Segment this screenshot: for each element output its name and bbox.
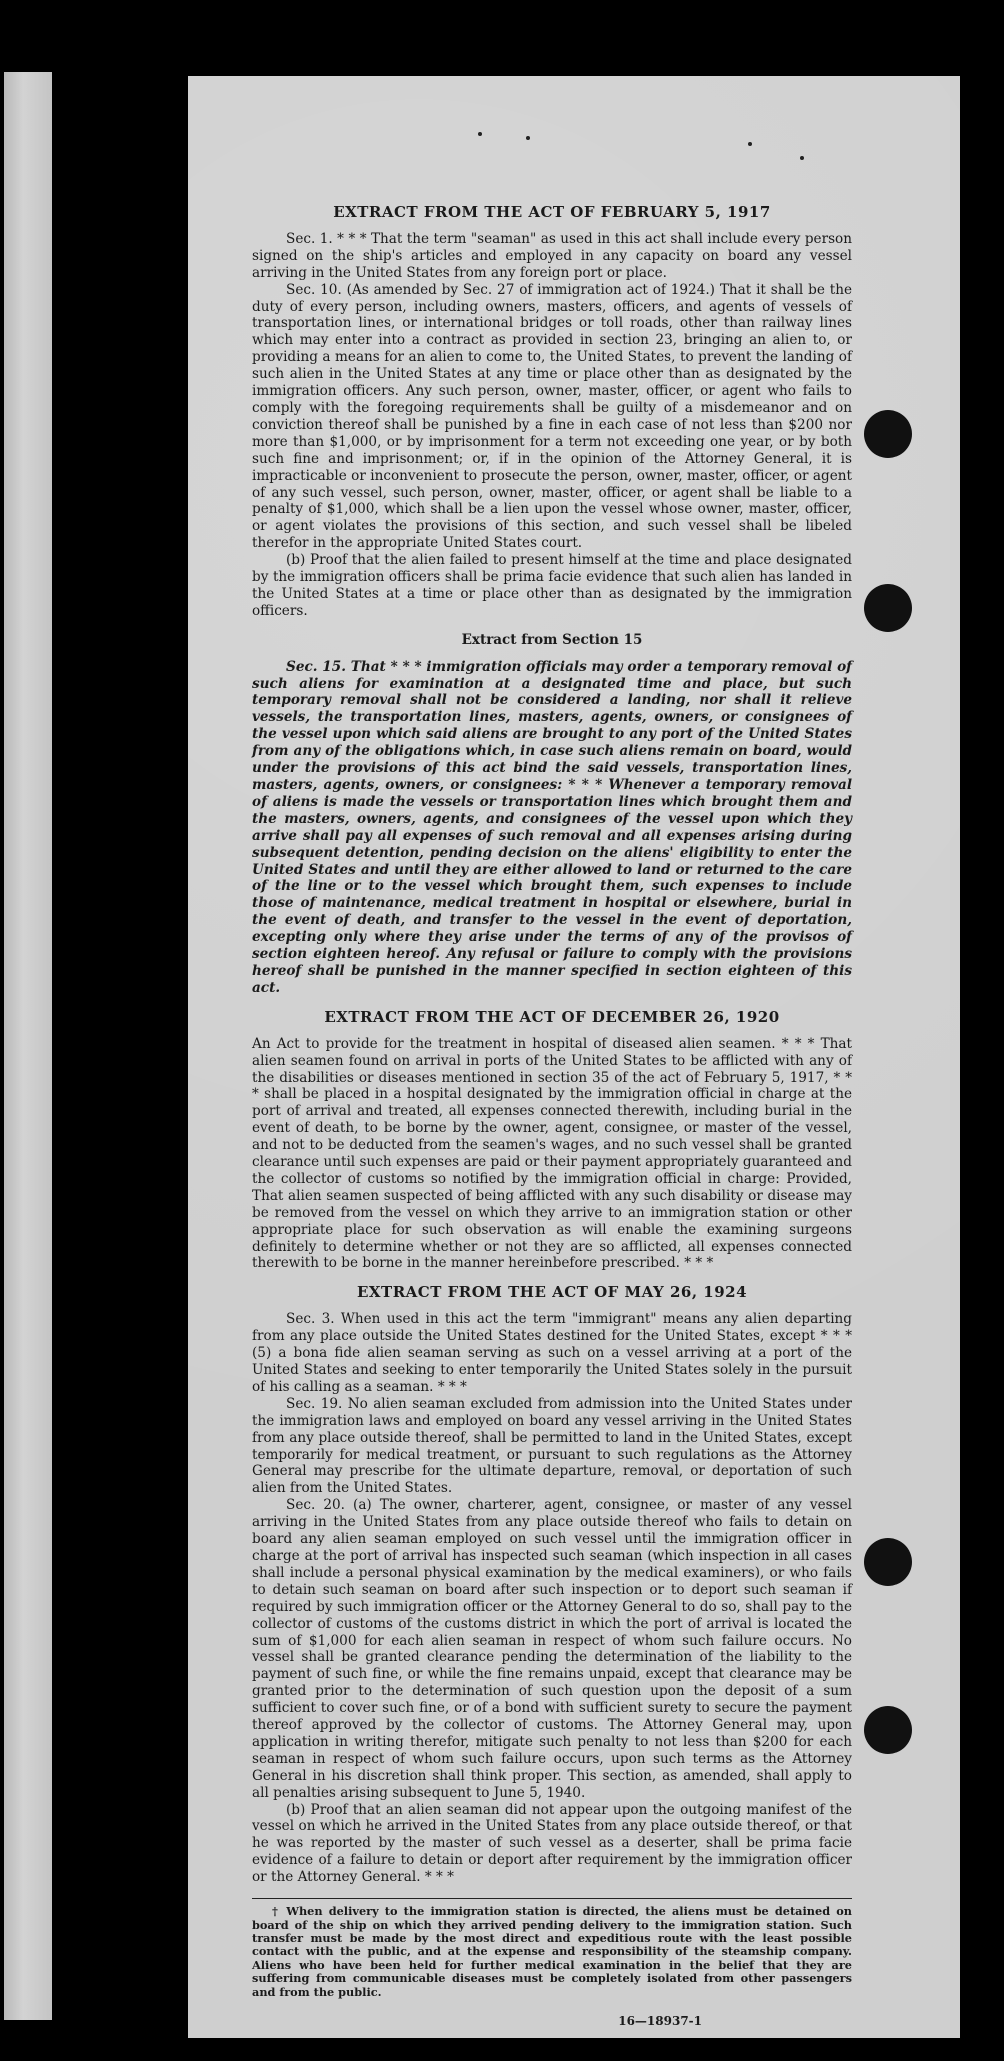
heading-act-1924: EXTRACT FROM THE ACT OF MAY 26, 1924 [356, 1283, 748, 1302]
speck [800, 156, 804, 160]
left-film-strip [4, 72, 52, 2020]
form-number: 16—18937-1 [618, 2013, 702, 2028]
document-body [252, 192, 852, 2030]
section-1: Sec. 1. * * * That the term "seaman" as used in this act shall include every person signed on the ship's articles and employed in any capacity on board any vessel arriving in the United States from any foreign port or place. [252, 230, 852, 281]
speck [478, 132, 482, 136]
footnote [252, 1905, 852, 1999]
footnote-text: † When delivery to the immigration station is directed, the aliens must be detained on board of the ship on which they arrived pending delivery to the immigration station. Such transfer must be made by the most direct and expeditious route with the least possible contact with the public, and at the expense and responsibility of the steamship company. Aliens who have been held for further medical examination in the belief that they are suffering from communicable diseases must be completely isolated from other passengers and from the public. [252, 1904, 852, 1999]
section-20b: (b) Proof that an alien seaman did not appear upon the outgoing manifest of the vessel on which he arrived in the United States from any place outside thereof, or that he was reported by the master of such vessel as a deserter, shall be prima facie evidence of a failure to detain or deport after requirement by the immigration officer or the Attorney General. * * * [252, 1801, 852, 1886]
punch-hole [864, 584, 912, 632]
section-19: Sec. 19. No alien seaman excluded from admission into the United States under the immigration laws and employed on board any vessel arriving in the United States from any place outside thereof, shall be permitted to land in the United States, except temporarily for medical treatment, or pursuant to such regulations as the Attorney General may prescribe for the ultimate departure, removal, or deportation of such alien from the United States. [252, 1395, 852, 1497]
section-3: Sec. 3. When used in this act the term "immigrant" means any alien departing from any place outside the United States destined for the United States, except * * * (5) a bona fide alien seaman serving as such on a vessel arriving at a port of the United States and seeking to enter temporarily the United States solely in the pursuit of his calling as a seaman. * * * [252, 1311, 852, 1395]
section-15: Sec. 15. That * * * immigration officials may order a temporary removal of such aliens for examination at a designated time and place, but such temporary removal shall not be considered a landing, nor shall it relieve vessels, the transportation lines, masters, agents, owners, or consignees of the vessel upon which said aliens are brought to any port of the United States from any of the obligations which, in case such aliens remain on board, would under the provisions of this act bind the said vessels, transportation lines, masters, agents, owners, or consignees: * * * Whenever a temporary removal of aliens is made the vessels or transportation lines which brought them and the masters, owners, agents, and consignees of the vessel upon which they arrive shall pay all expenses of such removal and all expenses arising during subsequent detention, pending decision on the aliens' eligibility to enter the United States and until they are either allowed to land or returned to the care of the line or to the vessel which brought them, such expenses to include those of maintenance, medical treatment in hospital or elsewhere, burial in the event of death, and transfer to the vessel in the event of deportation, excepting only where they arise under the terms of any of the provisos of section eighteen hereof. Any refusal or failure to comply with the provisions hereof shall be punished in the manner specified in section eighteen of this act. [252, 658, 852, 996]
punch-hole [864, 1706, 912, 1754]
subheading-section-15: Extract from Section 15 [461, 631, 643, 648]
punch-hole [864, 410, 912, 458]
heading-act-1917: EXTRACT FROM THE ACT OF FEBRUARY 5, 1917 [333, 203, 771, 221]
section-10b: (b) Proof that the alien failed to present himself at the time and place designated by the immigration officers shall be prima facie evidence that such alien has landed in the United States at a time or place other than as designated by the immigration officers. [252, 552, 852, 619]
speck [526, 136, 530, 140]
section-10: Sec. 10. (As amended by Sec. 27 of immigration act of 1924.) That it shall be the duty of every person, including owners, masters, officers, and agents of vessels of transportation lines, or international bridges or toll roads, other than railway lines which may enter into a contract as provided in section 23, bringing an alien to, or providing a means for an alien to come to, the United States, to prevent the landing of such alien in the United States at any time or place other than as designated by the immigration officers. Any such person, owner, master, officer, or agent who fails to comply with the foregoing requirements shall be guilty of a misdemeanor and on conviction thereof shall be punished by a fine in each case of not less than $200 nor more than $1,000, or by imprisonment for a term not exceeding one year, or by both such fine and imprisonment; or, if in the opinion of the Attorney General, it is impracticable or inconvenient to prosecute the person, owner, master, officer, or agent of any such vessel, such person, owner, master, officer, or agent shall be liable to a penalty of $1,000, which shall be a lien upon the vessel whose owner, master, officer, or agent violates the provisions of this section, and such vessel shall be libeled therefor in the appropriate United States court. [252, 281, 852, 552]
act-1920-text: An Act to provide for the treatment in hospital of diseased alien seamen. * * * That alien seamen found on arrival in ports of the United States to be afflicted with any of the disabilities or diseases mentioned in section 35 of the act of February 5, 1917, * * * shall be placed in a hospital designated by the immigration official in charge at the port of arrival and treated, all expenses connected therewith, including burial in the event of death, to be borne by the owner, agent, consignee, or master of the vessel, and not to be deducted from the seamen's wages, and no such vessel shall be granted clearance until such expenses are paid or their payment appropriately guaranteed and the collector of customs so notified by the immigration official in charge: Provided, That alien seamen suspected of being afflicted with any such disability or disease may be removed from the vessel on which they arrive to an immigration station or other appropriate place for such observation as will enable the examining surgeons definitely to determine whether or not they are so afflicted, all expenses connected therewith to be borne in the manner hereinbefore prescribed. * * * [252, 1035, 852, 1272]
punch-hole [864, 1538, 912, 1586]
speck [748, 142, 752, 146]
document-page [188, 76, 960, 2038]
footnote-divider [252, 1898, 852, 1899]
section-20: Sec. 20. (a) The owner, charterer, agent, consignee, or master of any vessel arriving in the United States from any place outside thereof who fails to detain on board any alien seaman employed on such vessel until the immigration officer in charge at the port of arrival has inspected such seaman (which inspection in all cases shall include a personal physical examination by the medical examiners), or who fails to detain such seaman on board after such inspection or to deport such seaman if required by such immigration officer or the Attorney General to do so, shall pay to the collector of customs of the customs district in which the port of arrival is located the sum of $1,000 for each alien seaman in respect of whom such failure occurs. No vessel shall be granted clearance pending the determination of the liability to the payment of such fine, or while the fine remains unpaid, except that clearance may be granted prior to the determination of such question upon the deposit of a sum sufficient to cover such fine, or of a bond with sufficient surety to secure the payment thereof approved by the collector of customs. The Attorney General may, upon application in writing therefor, mitigate such penalty to not less than $200 for each seaman in respect of whom such failure occurs, upon such terms as the Attorney General in his discretion shall think proper. This section, as amended, shall apply to all penalties arising subsequent to June 5, 1940. [252, 1497, 852, 1801]
heading-act-1920: EXTRACT FROM THE ACT OF DECEMBER 26, 1920 [324, 1007, 780, 1026]
